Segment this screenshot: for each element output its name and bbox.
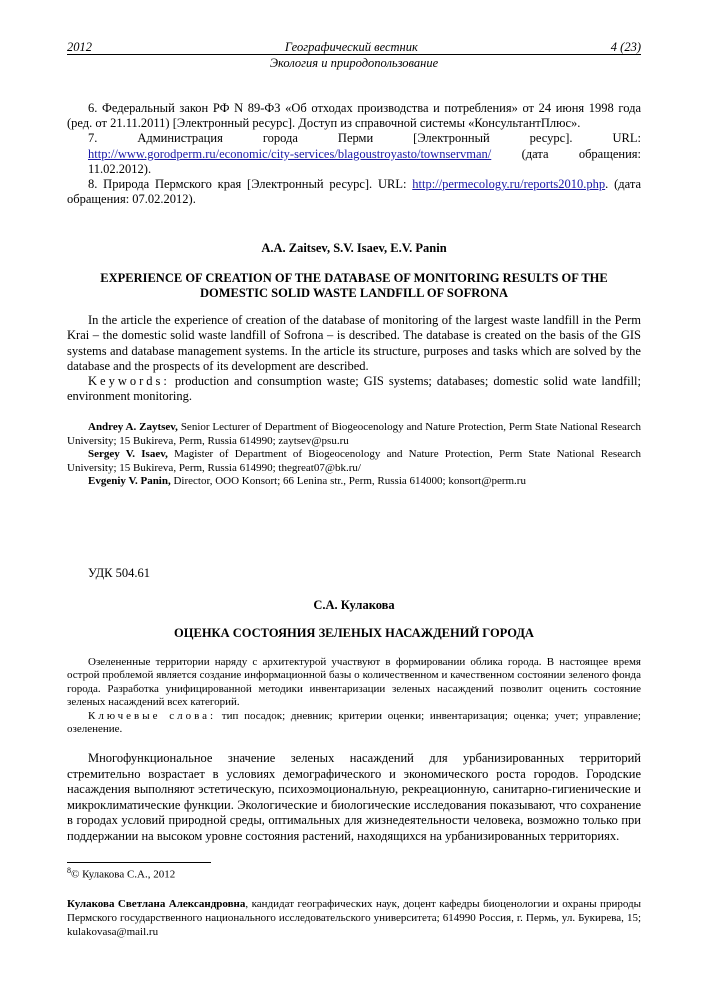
affiliation-text: Senior Lecturer of Department of Biogeocenology and Nature Protection, Perm State National Research University; 15 Bukireva, Perm, Russia 614990; zaytsev@psu.ru [67, 421, 641, 447]
reference-6: 6. Федеральный закон РФ N 89-ФЗ «Об отходах производства и потребления» от 24 июня 1998 года (ред. от 21.11.2011) [Электронный ресурс]. Доступ из справочной системы «КонсультантПлюс». [67, 101, 641, 131]
affiliation-name: Sergey V. Isaev, [88, 448, 168, 460]
affiliation-item [67, 421, 641, 448]
en-affiliations [67, 421, 641, 489]
footnote-bio-name: Кулакова Светлана Александровна [67, 898, 246, 910]
reference-7 [67, 131, 641, 177]
reference-7-word: [Электронный [413, 131, 490, 146]
ru-author: С.А. Кулакова [313, 598, 395, 612]
header-issue: 4 (23) [610, 40, 641, 54]
en-abstract-text: In the article the experience of creation of the database of monitoring of the largest waste landfill in the Perm Krai – the domestic solid waste landfill of Sofrona – is described. The database is created on the basis of the GIS systems and database management systems. In the article its structure, purposes and tasks which are solved by the database and the prospects of its development are described. [67, 313, 641, 373]
reference-list [67, 101, 641, 207]
reference-7-word: города [262, 131, 298, 146]
running-header [67, 40, 641, 71]
affiliation-item [67, 448, 641, 475]
en-title: EXPERIENCE OF CREATION OF THE DATABASE OF MONITORING RESULTS OF THE DOMESTIC SOLID WASTE LANDFILL OF SOFRONA [100, 271, 608, 300]
reference-7-date-a: (дата [521, 146, 549, 161]
reference-8-link[interactable]: http://permecology.ru/reports2010.php [412, 177, 606, 192]
ru-keywords-text: тип посадок; дневник; критерии оценки; инвентаризация; оценка; учет; управление; озеленение. [67, 709, 641, 736]
reference-7-word: 7. [88, 131, 98, 146]
reference-7-word: Перми [337, 131, 374, 146]
affiliation-name: Andrey A. Zaytsev, [88, 421, 178, 433]
ru-keywords-label: Ключевые слова: [88, 709, 217, 722]
ru-keywords [67, 710, 641, 737]
reference-8-tail: . (дата обращения: 07.02.2012). [67, 177, 641, 207]
footnote-copyright-text: © Кулакова С.А., 2012 [71, 868, 176, 881]
footnote-bio-text: , кандидат географических наук, доцент кафедры биоценологии и охраны природы Пермского государственного национального исследовательского университета; 614990 Россия, г. Пермь, ул. Букирева, 15; kulakovasa@mail.ru [67, 898, 642, 938]
reference-7-word: ресурс]. [529, 131, 573, 146]
affiliation-name: Evgeniy V. Panin, [88, 475, 171, 487]
ru-body [67, 751, 641, 845]
affiliation-text: Director, OOO Konsort; 66 Lenina str., Perm, Russia 614000; konsort@perm.ru [170, 475, 526, 487]
footnote-copyright [67, 866, 175, 881]
en-keywords-text: production and consumption waste; GIS systems; databases; domestic solid wate landfill; environment monitoring. [67, 374, 641, 404]
reference-7-date-b: обращения: [578, 146, 641, 161]
reference-8-text: 8. Природа Пермского края [Электронный ресурс]. URL: [88, 177, 413, 192]
footnote-rule [67, 862, 211, 863]
header-year: 2012 [67, 40, 92, 54]
reference-7-word: Администрация [137, 131, 223, 146]
ru-abstract [67, 656, 641, 736]
en-keywords [67, 374, 641, 405]
en-authors: A.A. Zaitsev, S.V. Isaev, E.V. Panin [261, 241, 447, 255]
footnote-mark: 8 [67, 866, 71, 875]
ru-body-paragraph: Многофункциональное значение зеленых насаждений для урбанизированных территорий стремительно возрастает в условиях демографического и экономического роста городов. Городские насаждения выполняют эстетическую, психоэмоциональную, рекреационную, санитарно-гигиенические и микроклиматические функции. Экологические и биологические исследования показывают, что сохранение в городах условий природной среды, оптимальных для жизнедеятельности человека, возможно только при поддержании на высоком уровне состояния растений, находящихся на урбанизированных территориях. [67, 751, 641, 843]
reference-7-date-c: 11.02.2012). [88, 161, 152, 176]
header-section: Экология и природопользование [269, 56, 439, 70]
affiliation-text: Magister of Department of Biogeocenology and Nature Protection, Perm State National Research University; 15 Bukireva, Perm, Russia 614990; thegreat07@bk.ru/ [67, 448, 641, 474]
udk-code: УДК 504.61 [88, 566, 150, 580]
ru-abstract-text: Озелененные территории наряду с архитектурой участвуют в формировании облика города. В настоящее время острой проблемой является создание информационной базы о количественном и качественном состоянии зеленого фонда города. Разработка унифицированной методики инвентаризации зеленых насаждений позволит оценить состояние зеленых насаждений всех категорий. [67, 656, 641, 709]
reference-7-word: URL: [612, 131, 641, 146]
footnote-bio [67, 897, 641, 939]
en-abstract [67, 313, 641, 405]
reference-8 [67, 177, 641, 207]
reference-7-link[interactable]: http://www.gorodperm.ru/economic/city-services/blagoustroyasto/townservman/ [88, 146, 492, 161]
ru-title: ОЦЕНКА СОСТОЯНИЯ ЗЕЛЕНЫХ НАСАЖДЕНИЙ ГОРОДА [174, 626, 534, 640]
affiliation-item [67, 475, 641, 489]
header-journal: Географический вестник [284, 40, 418, 54]
en-keywords-label: Keywords: [88, 374, 170, 389]
